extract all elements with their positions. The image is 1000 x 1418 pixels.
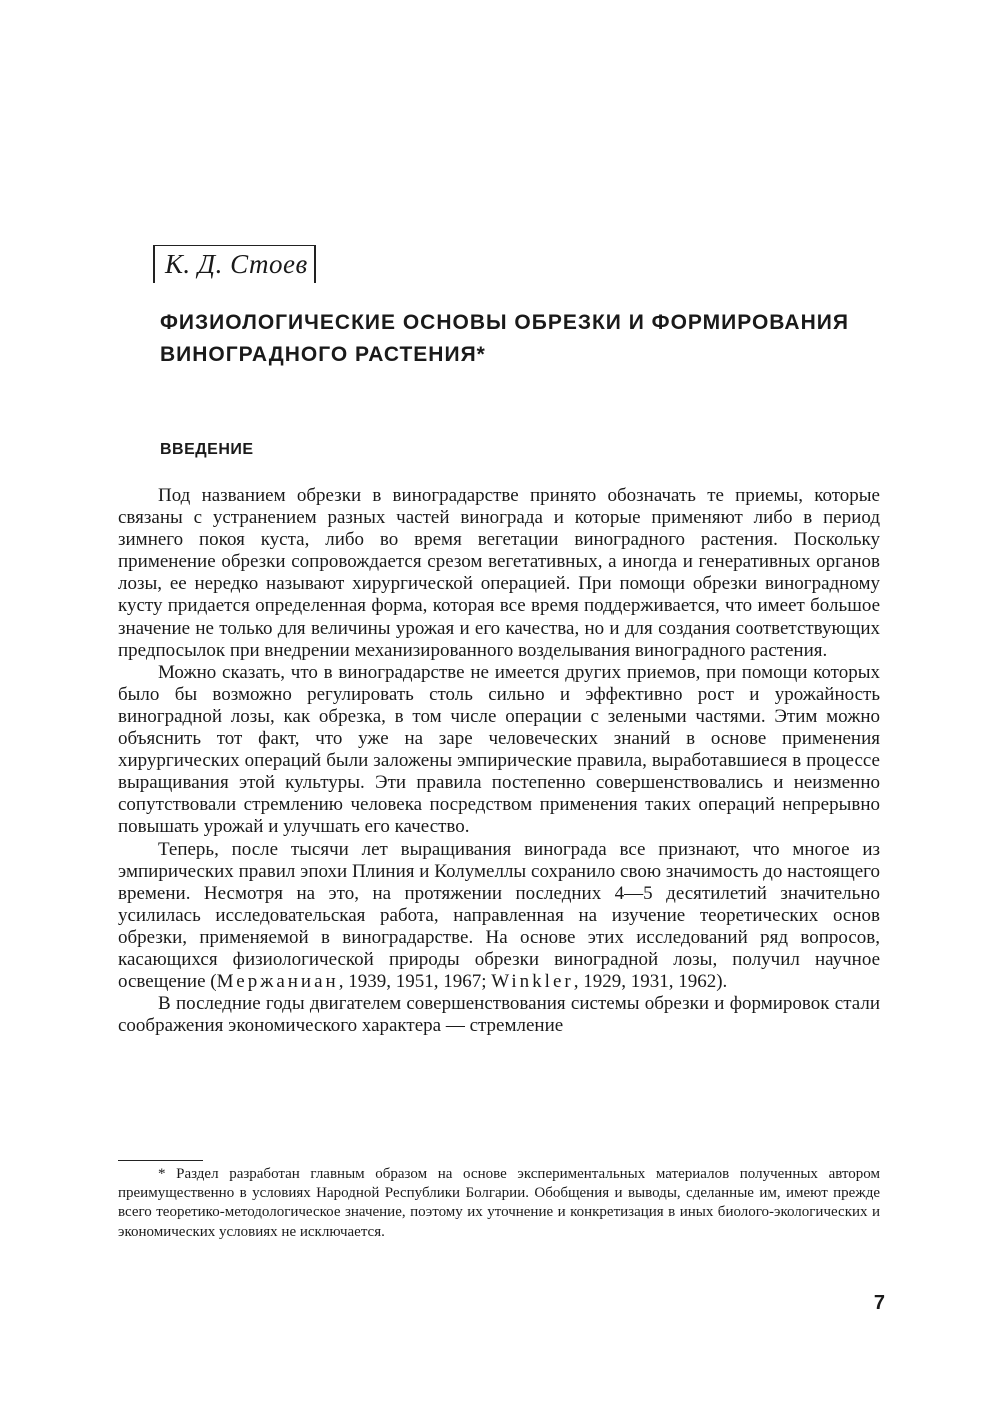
article-title: ФИЗИОЛОГИЧЕСКИЕ ОСНОВЫ ОБРЕЗКИ И ФОРМИРОВАНИЯ ВИНОГРАДНОГО РАСТЕНИЯ* — [160, 311, 849, 366]
paragraph: Под названием обрезки в виноградарстве принято обозначать те приемы, которые связаны с устранением разных частей винограда и которые применяют либо в период зимнего покоя куста, либо во время вегетации виноградного растения. Поскольку применение обрезки сопровождается срезом вегетативных, а иногда и генеративных органов лозы, ее нередко называют хирургической операцией. При помощи обрезки виноградному кусту придается определенная форма, которая все время поддерживается, что имеет большое значение не только для величины урожая и его качества, но и для создания соответствующих предпосылок при внедрении механизированного возделывания виноградного растения. — [118, 485, 880, 661]
page-number: 7 — [873, 1292, 885, 1314]
paragraph: Можно сказать, что в виноградарстве не имеется других приемов, при помощи которых было бы возможно регулировать столь сильно и эффективно рост и урожайность виноградной лозы, как обрезка, в том числе операции с зелеными частями. Этим можно объяснить тот факт, что уже на заре человеческих знаний в основе применения хирургических операций были заложены эмпирические правила, выработавшиеся в процессе выращивания этой культуры. Эти правила постепенно совершенствовались и неизменно сопутствовали стремлению человека посредством применения таких операций непрерывно повышать урожай и улучшать его качество. — [118, 661, 880, 838]
footnote: * Раздел разработан главным образом на основе экспериментальных материалов полученных автором преимущественно в условиях Народной Республики Болгарии. Обобщения и выводы, сделанные им, имеют прежде всего теоретико-методологическое значение, поэтому их уточнение и конкретизация в иных биолого-экологических и экономических условиях не исключается. — [118, 1166, 880, 1240]
paragraph — [118, 839, 880, 994]
citation-open: ( — [210, 971, 217, 993]
footnote-divider — [118, 1160, 203, 1161]
citation-years: , 1929, 1931, 1962). — [573, 971, 728, 993]
body-text — [118, 485, 880, 1037]
paragraph: В последние годы двигателем совершенствования системы обрезки и формировок стали соображения экономического характера — стремление — [118, 993, 880, 1037]
citation-years: , 1939, 1951, 1967; — [338, 971, 492, 993]
section-heading: ВВЕДЕНИЕ — [160, 441, 254, 458]
paragraph-text: Теперь, после тысячи лет выращивания винограда все признают, что многое из эмпирических правил эпохи Плиния и Колумеллы сохранило свою значимость до настоящего времени. Несмотря на это, на протяжении последних 4—5 десятилетий значительно усилилась исследовательская работа, направленная на изучение теоретических основ обрезки, применяемой в виноградарстве. На основе этих исследований ряд вопросов, касающихся физиологической природы обрезки виноградной лозы, получил научное освещение — [118, 838, 880, 993]
citation-author: Winkler — [491, 971, 574, 993]
author-name: К. Д. Стоев — [153, 245, 316, 283]
citation-author: Мержаниан — [216, 971, 339, 993]
